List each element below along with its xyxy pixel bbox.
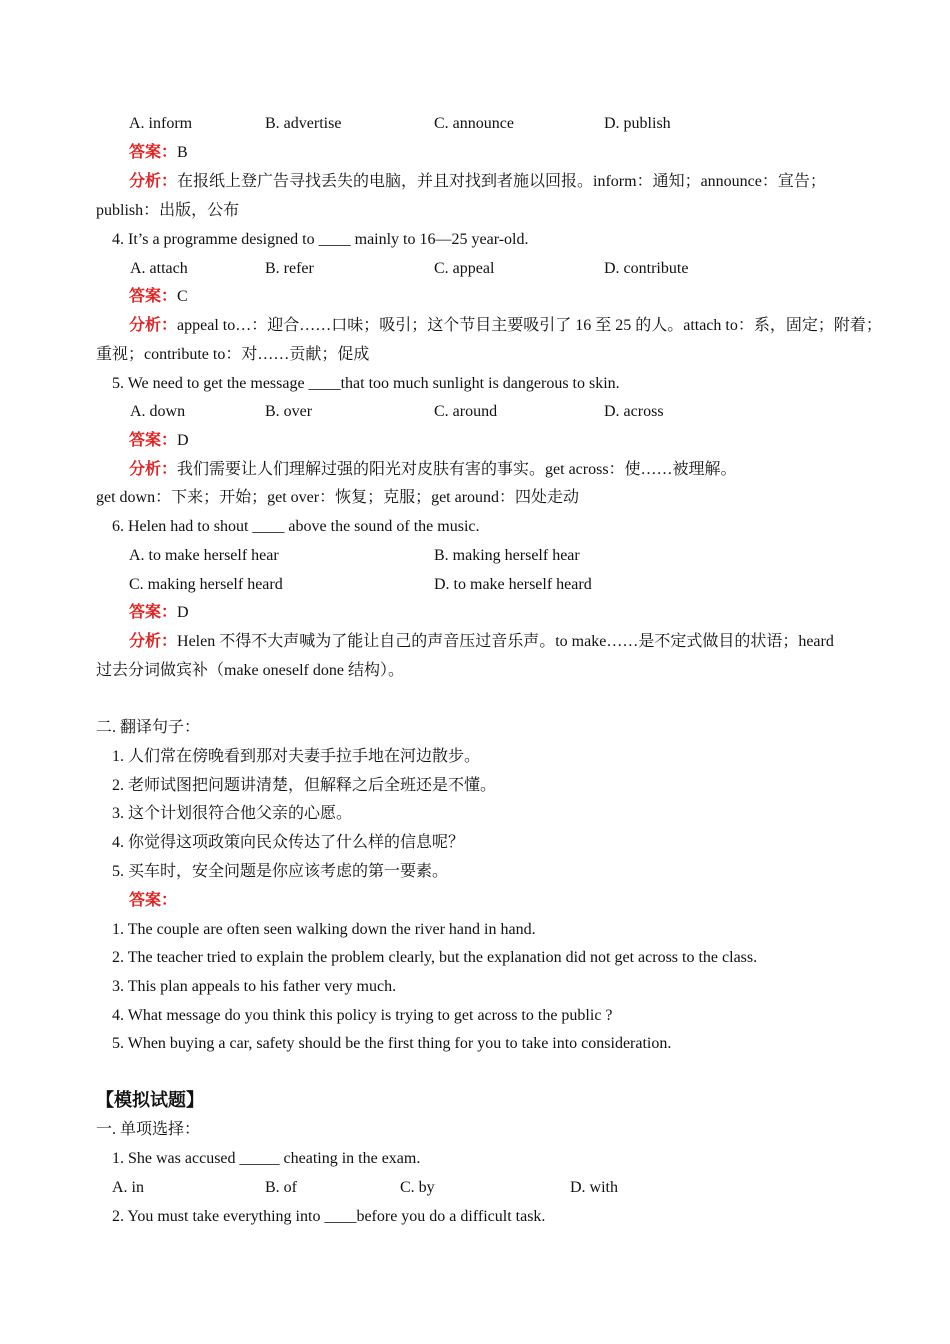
q6-stem: 6. Helen had to shout ____ above the sound of the music. [112,518,480,535]
translate-answer: 5. When buying a car, safety should be the first thing for you to take into consideration. [112,1035,672,1052]
mock-q1-stem: 1. She was accused _____ cheating in the exam. [112,1150,421,1167]
q3-option-d: D. publish [604,115,671,132]
analysis-label: 分析： [129,461,178,478]
q3-option-b: B. advertise [265,115,342,132]
q4-option-d: D. contribute [604,260,689,277]
mock-q1-option-d: D. with [570,1179,618,1196]
answer-value: D [177,604,189,621]
q6-option-d: D. to make herself heard [434,576,592,593]
translate-item: 1. 人们常在傍晚看到那对夫妻手拉手地在河边散步。 [112,748,481,765]
q4-analysis [129,316,882,336]
translate-item: 3. 这个计划很符合他父亲的心愿。 [112,805,353,822]
translate-answer-label: 答案： [129,892,178,909]
translate-answer: 4. What message do you think this policy is trying to get across to the public ? [112,1007,613,1024]
q5-option-d: D. across [604,403,664,420]
q4-answer [129,287,188,307]
analysis-text: Helen 不得不大声喊为了能让自己的声音压过音乐声。to make……是不定式做目的状语；heard [177,633,834,650]
answer-value: D [177,432,189,449]
analysis-text: 我们需要让人们理解过强的阳光对皮肤有害的事实。get across：使……被理解。 [177,461,737,478]
q5-option-b: B. over [265,403,313,420]
q6-analysis-cont: 过去分词做宾补（make oneself done 结构）。 [96,662,404,679]
answer-label: 答案： [129,288,178,305]
answer-value: B [177,144,188,161]
q6-option-a: A. to make herself hear [129,547,279,564]
q5-option-c: C. around [434,403,498,420]
mock-q1-option-c: C. by [400,1179,435,1196]
mock-q1-option-a: A. in [112,1179,144,1196]
analysis-label: 分析： [129,173,178,190]
translate-item: 2. 老师试图把问题讲清楚，但解释之后全班还是不懂。 [112,777,497,794]
analysis-label: 分析： [129,633,178,650]
q5-analysis-cont: get down：下来；开始；get over：恢复；克服；get around：四处走动 [96,489,580,506]
translate-item: 5. 买车时，安全问题是你应该考虑的第一要素。 [112,863,449,880]
answer-label: 答案： [129,144,178,161]
mock-test-heading: 【模拟试题】 [96,1090,204,1110]
q4-option-c: C. appeal [434,260,495,277]
q6-answer [129,603,189,623]
q4-option-a: A. attach [130,260,188,277]
mock-q1-option-b: B. of [265,1179,297,1196]
q4-option-b: B. refer [265,260,314,277]
translate-answer: 3. This plan appeals to his father very much. [112,978,397,995]
answer-label: 答案： [129,432,178,449]
q3-option-c: C. announce [434,115,514,132]
mock-section-title: 一. 单项选择： [96,1121,201,1138]
answer-value: C [177,288,188,305]
translate-section-title: 二. 翻译句子： [96,719,201,736]
q6-analysis [129,632,834,652]
q4-stem: 4. It’s a programme designed to ____ mainly to 16—25 year-old. [112,231,529,248]
q4-analysis-cont: 重视；contribute to：对……贡献；促成 [96,346,370,363]
q6-option-c: C. making herself heard [129,576,283,593]
translate-answer: 1. The couple are often seen walking down the river hand in hand. [112,921,536,938]
translate-item: 4. 你觉得这项政策向民众传达了什么样的信息呢？ [112,834,465,851]
translate-answer: 2. The teacher tried to explain the problem clearly, but the explanation did not get across to the class. [112,949,758,966]
q5-answer [129,431,189,451]
answer-label: 答案： [129,604,178,621]
analysis-text: appeal to…：迎合……口味；吸引；这个节目主要吸引了 16 至 25 的人。attach to：系，固定；附着； [177,317,882,334]
q5-analysis [129,460,737,480]
mock-q2-stem: 2. You must take everything into ____before you do a difficult task. [112,1208,546,1225]
q6-option-b: B. making herself hear [434,547,580,564]
q3-option-a: A. inform [129,115,193,132]
q3-analysis [129,172,826,192]
q5-option-a: A. down [130,403,186,420]
q5-stem: 5. We need to get the message ____that too much sunlight is dangerous to skin. [112,375,620,392]
analysis-text: 在报纸上登广告寻找丢失的电脑，并且对找到者施以回报。inform：通知；announce：宣告； [177,173,826,190]
q3-analysis-cont: publish：出版，公布 [96,202,240,219]
q3-answer [129,143,188,163]
analysis-label: 分析： [129,317,178,334]
